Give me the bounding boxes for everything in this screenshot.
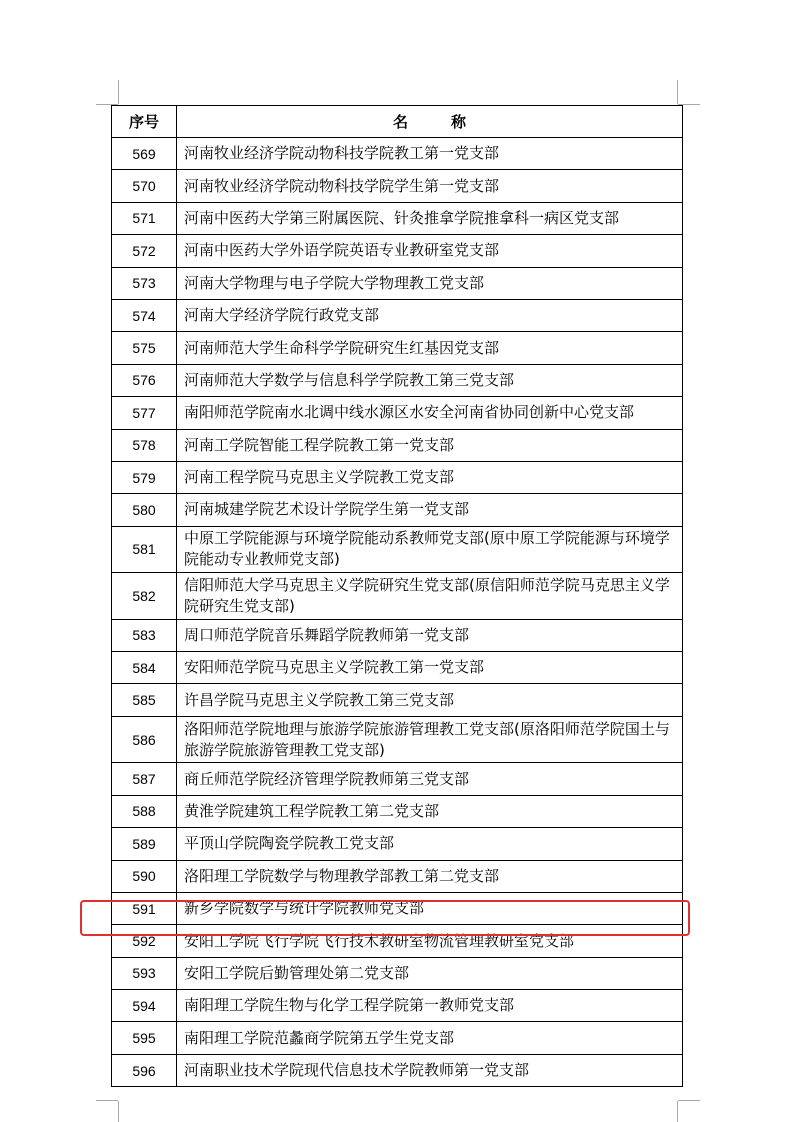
table-row: [112, 990, 683, 1022]
table-row: [112, 763, 683, 795]
row-name: 信阳师范大学马克思主义学院研究生党支部(原信阳师范学院马克思主义学院研究生党支部): [177, 573, 683, 620]
row-index: 569: [112, 138, 177, 170]
table-row: [112, 429, 683, 461]
table-row: [112, 828, 683, 860]
table-row: [112, 684, 683, 716]
row-name: 河南牧业经济学院动物科技学院教工第一党支部: [177, 138, 683, 170]
row-name: 新乡学院数学与统计学院教师党支部: [177, 892, 683, 924]
row-name: 河南工程学院马克思主义学院教工党支部: [177, 461, 683, 493]
row-index: 576: [112, 364, 177, 396]
row-name: 河南牧业经济学院动物科技学院学生第一党支部: [177, 170, 683, 202]
table-row: [112, 461, 683, 493]
row-index: 596: [112, 1054, 177, 1086]
row-name: 河南大学经济学院行政党支部: [177, 299, 683, 331]
row-name: 商丘师范学院经济管理学院教师第三党支部: [177, 763, 683, 795]
header-index: 序号: [112, 106, 177, 138]
row-name: 河南工学院智能工程学院教工第一党支部: [177, 429, 683, 461]
table-body: [112, 138, 683, 1087]
row-index: 581: [112, 526, 177, 573]
table-row: [112, 1054, 683, 1086]
row-index: 593: [112, 957, 177, 989]
row-name: 河南师范大学生命科学学院研究生红基因党支部: [177, 332, 683, 364]
row-index: 573: [112, 267, 177, 299]
row-name: 河南大学物理与电子学院大学物理教工党支部: [177, 267, 683, 299]
branch-list-table: [111, 105, 683, 1087]
table-header-row: [112, 106, 683, 138]
row-index: 571: [112, 202, 177, 234]
table-row: [112, 397, 683, 429]
table-row: [112, 573, 683, 620]
row-index: 570: [112, 170, 177, 202]
row-name: 中原工学院能源与环境学院能动系教师党支部(原中原工学院能源与环境学院能动专业教师党支部): [177, 526, 683, 573]
crop-mark-bl-v: [118, 1101, 119, 1122]
table-row: [112, 332, 683, 364]
row-index: 582: [112, 573, 177, 620]
row-index: 575: [112, 332, 177, 364]
crop-mark-tl-v: [118, 80, 119, 104]
row-name: 许昌学院马克思主义学院教工第三党支部: [177, 684, 683, 716]
row-index: 583: [112, 619, 177, 651]
row-index: 589: [112, 828, 177, 860]
row-index: 588: [112, 795, 177, 827]
row-name: 平顶山学院陶瓷学院教工党支部: [177, 828, 683, 860]
row-name: 南阳师范学院南水北调中线水源区水安全河南省协同创新中心党支部: [177, 397, 683, 429]
table-row: [112, 957, 683, 989]
highlight-box: [80, 900, 690, 936]
table-row: [112, 364, 683, 396]
table-row: [112, 299, 683, 331]
row-index: 587: [112, 763, 177, 795]
table-row: [112, 795, 683, 827]
table-row: [112, 860, 683, 892]
table-row: [112, 170, 683, 202]
table-row: [112, 652, 683, 684]
table-row: [112, 202, 683, 234]
row-index: 579: [112, 461, 177, 493]
row-index: 594: [112, 990, 177, 1022]
row-index: 592: [112, 925, 177, 957]
row-name: 河南中医药大学第三附属医院、针灸推拿学院推拿科一病区党支部: [177, 202, 683, 234]
row-name: 南阳理工学院生物与化学工程学院第一教师党支部: [177, 990, 683, 1022]
row-name: 安阳师范学院马克思主义学院教工第一党支部: [177, 652, 683, 684]
table-row: [112, 716, 683, 763]
row-index: 586: [112, 716, 177, 763]
row-index: 590: [112, 860, 177, 892]
row-name: 周口师范学院音乐舞蹈学院教师第一党支部: [177, 619, 683, 651]
row-index: 580: [112, 494, 177, 526]
row-name: 洛阳理工学院数学与物理教学部教工第二党支部: [177, 860, 683, 892]
row-index: 578: [112, 429, 177, 461]
row-index: 591: [112, 892, 177, 924]
table-row: [112, 267, 683, 299]
row-name: 安阳工学院后勤管理处第二党支部: [177, 957, 683, 989]
row-index: 574: [112, 299, 177, 331]
table-row: [112, 494, 683, 526]
row-name: 河南中医药大学外语学院英语专业教研室党支部: [177, 235, 683, 267]
table-row: [112, 235, 683, 267]
row-name: 黄淮学院建筑工程学院教工第二党支部: [177, 795, 683, 827]
header-name: 名 称: [177, 106, 683, 138]
row-index: 584: [112, 652, 177, 684]
table-row: [112, 619, 683, 651]
row-name: 河南职业技术学院现代信息技术学院教师第一党支部: [177, 1054, 683, 1086]
row-name: 洛阳师范学院地理与旅游学院旅游管理教工党支部(原洛阳师范学院国土与旅游学院旅游管理教工党支部): [177, 716, 683, 763]
table-row: [112, 138, 683, 170]
crop-mark-br-v: [677, 1101, 678, 1122]
row-name: 河南师范大学数学与信息科学学院教工第三党支部: [177, 364, 683, 396]
row-index: 585: [112, 684, 177, 716]
crop-mark-tr-v: [677, 80, 678, 104]
row-name: 南阳理工学院范蠡商学院第五学生党支部: [177, 1022, 683, 1054]
row-index: 577: [112, 397, 177, 429]
crop-mark-bl-h: [96, 1100, 118, 1101]
crop-mark-br-h: [678, 1100, 700, 1101]
row-name: 河南城建学院艺术设计学院学生第一党支部: [177, 494, 683, 526]
table-row: [112, 1022, 683, 1054]
row-name: 安阳工学院飞行学院飞行技术教研室物流管理教研室党支部: [177, 925, 683, 957]
row-index: 595: [112, 1022, 177, 1054]
row-index: 572: [112, 235, 177, 267]
table-row: [112, 526, 683, 573]
